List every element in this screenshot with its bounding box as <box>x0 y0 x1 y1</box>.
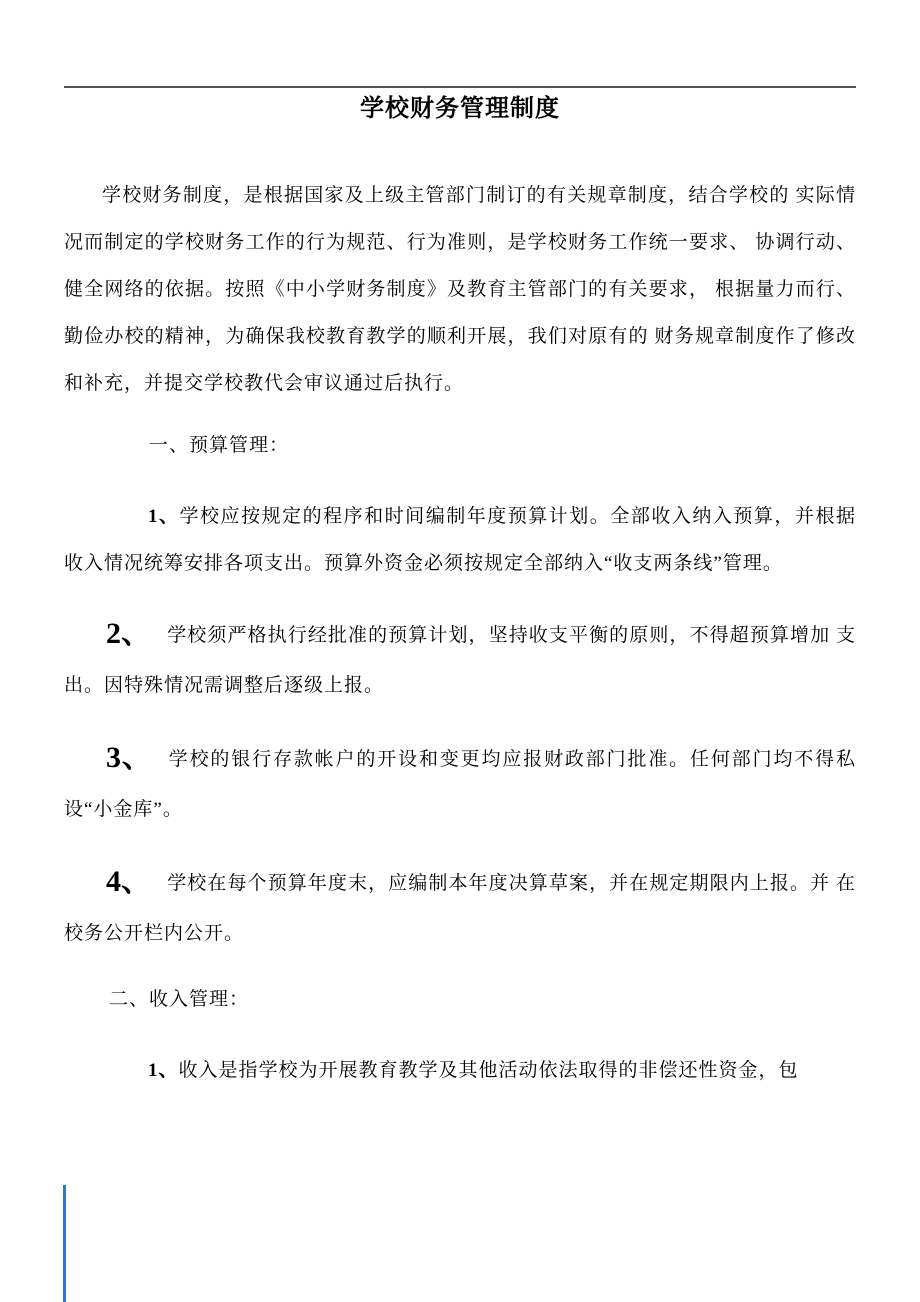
document-content <box>0 86 920 1094</box>
section-1-item-4 <box>64 859 856 959</box>
section-2-item-1 <box>64 1047 856 1094</box>
page-title: 学校财务管理制度 <box>360 96 560 122</box>
item-text: 收入是指学校为开展教育教学及其他活动依法取得的非偿还性资金，包 <box>178 1060 799 1081</box>
item-number: 1、 <box>148 506 180 527</box>
item-number: 3、 <box>106 741 153 774</box>
item-text: 学校的银行存款帐户的开设和变更均应报财政部门批准。任何部门均不得私 设“小金库”。 <box>64 749 857 820</box>
item-text: 学校在每个预算年度末，应编制本年度决算草案，并在规定期限内上报。并 在校务公开栏内公开。 <box>64 873 856 944</box>
section-2-heading: 二、收入管理： <box>109 989 250 1010</box>
section-1-heading: 一、预算管理： <box>149 435 290 456</box>
item-number: 2、 <box>106 617 152 650</box>
section-1-item-3 <box>64 735 856 835</box>
item-number: 1、 <box>148 1060 179 1081</box>
section-1-item-1 <box>64 493 856 587</box>
item-text: 学校须严格执行经批准的预算计划，坚持收支平衡的原则，不得超预算增加 支出。因特殊情况需调整后逐级上报。 <box>64 625 856 696</box>
section-1-item-2 <box>64 611 856 711</box>
item-text: 学校应按规定的程序和时间编制年度预算计划。全部收入纳入预算，并根据收入情况统筹安排各项支出。预算外资金必须按规定全部纳入“收支两条线”管理。 <box>64 506 856 574</box>
page-border-accent-bar <box>63 1185 66 1302</box>
item-number: 4、 <box>106 865 152 898</box>
top-divider <box>64 86 856 88</box>
intro-paragraph: 学校财务制度，是根据国家及上级主管部门制订的有关规章制度，结合学校的 实际情况而制定的学校财务工作的行为规范、行为准则，是学校财务工作统一要求、 协调行动、健全网络的依据。按照《中小学财务制度》及教育主管部门的有关要求， 根据量力而行、勤俭办校的精神，为确保我校教育教学的顺利开展，我们对原有的 财务规章制度作了修改和补充，并提交学校教代会审议通过后执行。 <box>64 185 856 394</box>
